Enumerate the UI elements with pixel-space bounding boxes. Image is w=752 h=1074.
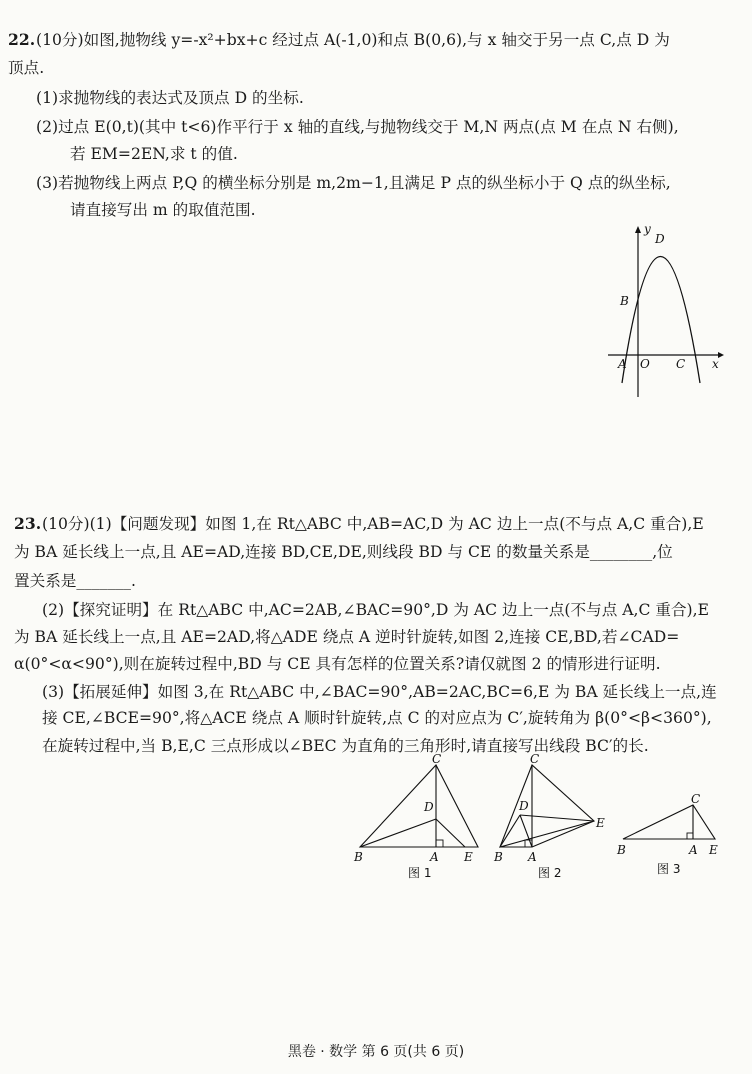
y-label: y: [644, 222, 651, 236]
point-B-label: B: [620, 294, 629, 308]
q22-line-1: (10分)如图,抛物线 y=-x²+bx+c 经过点 A(-1,0)和点 B(0,6),与 x 轴交于另一点 C,点 D 为: [36, 31, 670, 49]
q23-line-8: 接 CE,∠BCE=90°,将△ACE 绕点 A 顺时针旋转,点 C 的对应点为 C′,旋转角为 β(0°<β<360°),: [42, 709, 712, 727]
fig2-E: E: [596, 816, 605, 830]
fig3-A: A: [689, 843, 698, 857]
fig1-caption: 图 1: [408, 866, 432, 880]
figure-2: [490, 752, 620, 885]
point-C-label: C: [676, 357, 686, 371]
q22-line-5: 若 EM=2EN,求 t 的值.: [70, 145, 238, 163]
q23-line-6: α(0°<α<90°),则在旋转过程中,BD 与 CE 具有怎样的位置关系?请仅就图 2 的情形进行证明.: [14, 655, 661, 673]
fig2-segment-da: [520, 815, 532, 847]
fig1-D: D: [424, 800, 434, 814]
x-label: x: [712, 357, 719, 371]
point-A-label: A: [618, 357, 627, 371]
q23-line-9: 在旋转过程中,当 B,E,C 三点形成以∠BEC 为直角的三角形时,请直接写出线段 BC′的长.: [42, 737, 649, 755]
fig3-E: E: [709, 843, 718, 857]
q22-line-7: 请直接写出 m 的取值范围.: [70, 201, 256, 219]
fig1-E: E: [464, 850, 473, 864]
fig2-A: A: [528, 850, 537, 864]
figure-3: [615, 755, 740, 885]
q23-line-4: (2)【探究证明】在 Rt△ABC 中,AC=2AB,∠BAC=90°,D 为 AC 边上一点(不与点 A,C 重合),E: [42, 601, 709, 619]
parabola-figure: [600, 222, 730, 405]
fig3-C: C: [691, 792, 701, 806]
fig1-right-angle: [436, 840, 443, 847]
parabola-curve: [622, 257, 700, 384]
q22-line-6: (3)若抛物线上两点 P,Q 的横坐标分别是 m,2m−1,且满足 P 点的纵坐标小于 Q 点的纵坐标,: [36, 174, 671, 192]
fig1-segment-de: [436, 819, 465, 847]
q23-line-3: 置关系是_______.: [14, 572, 136, 590]
q22-line-4: (2)过点 E(0,t)(其中 t<6)作平行于 x 轴的直线,与抛物线交于 M,N 两点(点 M 在点 N 右侧),: [36, 118, 679, 136]
fig2-segment-ae: [532, 821, 594, 847]
q22-number: 22.: [8, 30, 36, 49]
fig1-C: C: [432, 752, 442, 766]
fig2-C: C: [530, 752, 540, 766]
origin-O-label: O: [640, 357, 650, 371]
point-D-label: D: [655, 232, 665, 246]
q22-line-2: 顶点.: [8, 59, 45, 77]
fig2-D: D: [519, 799, 529, 813]
y-axis-arrow: [635, 226, 641, 233]
page-footer: 黑卷 · 数学 第 6 页(共 6 页): [287, 1044, 465, 1060]
fig1-A: A: [430, 850, 439, 864]
fig3-outline: [623, 805, 715, 839]
q23-line-1: (10分)(1)【问题发现】如图 1,在 Rt△ABC 中,AB=AC,D 为 AC 边上一点(不与点 A,C 重合),E: [42, 515, 704, 533]
fig3-right-angle: [687, 833, 693, 839]
fig2-caption: 图 2: [538, 866, 562, 880]
fig1-segment-bd: [360, 819, 436, 847]
figure-1: [350, 752, 490, 885]
fig1-triangle-abc: [360, 765, 478, 847]
fig3-B: B: [617, 843, 626, 857]
fig2-B: B: [494, 850, 503, 864]
q23-line-7: (3)【拓展延伸】如图 3,在 Rt△ABC 中,∠BAC=90°,AB=2AC,BC=6,E 为 BA 延长线上一点,连: [42, 683, 717, 701]
q23-line-5: 为 BA 延长线上一点,且 AE=2AD,将△ADE 绕点 A 逆时针旋转,如图 2,连接 CE,BD,若∠CAD=: [14, 628, 680, 646]
q23-number: 23.: [14, 514, 42, 533]
fig2-segment-de: [520, 815, 594, 821]
fig3-caption: 图 3: [657, 862, 681, 876]
fig2-outline: [500, 765, 594, 847]
q23-line-2: 为 BA 延长线上一点,且 AE=AD,连接 BD,CE,DE,则线段 BD 与 CE 的数量关系是________,位: [14, 543, 673, 561]
fig1-B: B: [354, 850, 363, 864]
x-axis-arrow: [718, 352, 724, 358]
q22-line-3: (1)求抛物线的表达式及顶点 D 的坐标.: [36, 89, 304, 107]
